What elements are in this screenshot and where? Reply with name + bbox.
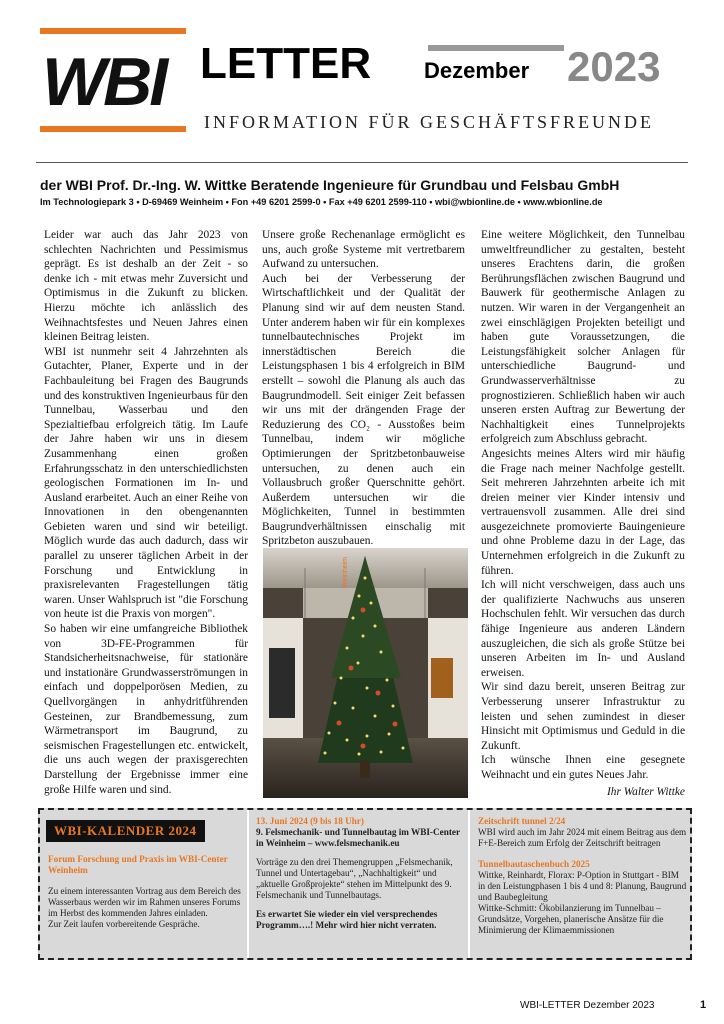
paragraph: Leider war auch das Jahr 2023 von schlechten Nachrichten und Pessimismus geprägt. Es ist deshalb an der Zeit - so denke ich - mit etwas mehr Zuversicht und Optimismus in die Zukunft zu blicken. Hierzu möchte ich anlässlich des Weihnachtsfestes und Neuen Jahres einen kleinen Beitrag leisten.	[44, 229, 248, 344]
paragraph: Eine weitere Möglichkeit, den Tunnelbau umweltfreundlicher zu gestalten, besteht unseres Erachtens darin, die großen Berührungsflächen zwischen Baugrund und Bauwerk für geothermische Anlagen zu nutzen. Wir waren in der Vergangenheit an zwei einschlägigen Projekten beteiligt und haben gute Voraussetzungen, die Leistungsfähigkeit solcher Anlagen für unterschiedliche Baugrund- und Grundwasserverhältnisse zu prognostizieren. Schließlich haben wir auch unseren ersten Auftrag zur Bewertung der Nachhaltigkeit eines Tunnelprojekts erfolgreich zum Abschluss gebracht.	[481, 229, 685, 446]
title-month: Dezember	[424, 58, 530, 83]
calendar-heading: Tunnelbautaschenbuch 2025	[478, 859, 590, 869]
calendar-heading: 9. Felsmechanik- und Tunnelbautag im WBI-Center in Weinheim – www.felsmechanik.eu	[256, 827, 460, 848]
calendar-text: WBI wird auch im Jahr 2024 mit einem Beitrag aus dem F+E-Bereich zum Erfolg der Zeitschrift beitragen	[478, 827, 687, 848]
calendar-text: Vorträge zu den drei Themengruppen „Felsmechanik, Tunnel und Untertagebau“, „Nachhaltigkeit“ und „aktuelle Großprojekte“ stehen im Mittelpunkt des 9. Felsmechanik und Tunnelbautags.	[256, 857, 453, 900]
article-column-1	[44, 228, 248, 797]
calendar-heading: Zeitschrift tunnel 2/24	[478, 816, 566, 826]
calendar-text: Wittke, Reinhardt, Florax: P-Option in Stuttgart - BIM in den Leistungphasen 1 bis 4 und 8: Planung, Baugrund und Baubegleitung	[478, 870, 687, 902]
signature: Ihr Walter Wittke	[606, 785, 685, 798]
christmas-tree-illustration	[263, 548, 468, 798]
year-rule	[428, 45, 564, 51]
calendar-heading: Forum Forschung und Praxis im WBI-Center Weinheim	[48, 854, 228, 875]
paragraph: Angesichts meines Alters wird mir häufig die Frage nach meiner Nachfolge gestellt. Seit mehreren Jahrzehnten arbeite ich mit dreien meiner vier Kinder intensiv und vertrauensvoll zusammen. Alle drei sind ausgezeichnete promovierte Bauingenieure und ohne Probleme dazu in der Lage, das Unternehmen erfolgreich in die Zukunft zu führen.	[481, 447, 685, 577]
calendar-text: Zur Zeit laufen vorbereitende Gespräche.	[48, 919, 200, 929]
footer-label: WBI-LETTER Dezember 2023	[520, 1000, 655, 1011]
logo-text: WBI	[42, 44, 166, 120]
calendar-box	[38, 808, 692, 960]
calendar-title: WBI-KALENDER 2024	[46, 820, 205, 842]
article-column-3	[481, 228, 685, 799]
christmas-tree-photo	[263, 548, 468, 798]
calendar-text: Zu einem interessanten Vortrag aus dem Bereich des Wasserbaus werden wir im Rahmen unseres Forums im Herbst des kommenden Jahres einladen.	[48, 886, 241, 918]
title-letter: LETTER	[200, 39, 372, 88]
paragraph: Ich wünsche Ihnen eine gesegnete Weihnacht und ein gutes Neues Jahr.	[481, 754, 685, 781]
paragraph: Ich will nicht verschweigen, dass auch uns der qualifizierte Nachwuchs aus unseren Hochschulen fehlt. Wir versuchen das durch fähige Ingenieure aus anderen Ländern auszugleichen, die sich als große Stütze bei unseren Arbeiten im In- und Ausland erweisen.	[481, 579, 685, 679]
calendar-column-1	[48, 854, 244, 930]
paragraph: Wir sind dazu bereit, unseren Beitrag zur Verbesserung unserer Infrastruktur zu leisten und sehen zumindest in dieser Hinsicht mit Optimismus und Geduld in die Zukunft.	[481, 681, 685, 752]
paragraph: So haben wir eine umfangreiche Bibliothek von 3D-FE-Programmen für Standsicherheitsnachweise, für stationäre und instationäre Grundwasserströmungen in einfach und doppelporösen Medien, zu Quellvorgängen in anhydritführenden Gesteinen, zur Brandbemessung, zum Wärmetransport im Baugrund, zu seismischen Fragestellungen etc. entwickelt, die uns auch wegen der praxisgerechten Darstellung der Ergebnisse immer eine große Hilfe waren und sind.	[44, 623, 248, 796]
calendar-text: Wittke-Schmitt: Ökobilanzierung im Tunnelbau – Grundsätze, Vorgehen, planerische Ansätze für die Minimierung der Klimaemmissionen	[478, 903, 664, 935]
paragraph: Unsere große Rechenanlage ermöglicht es uns, auch große Systeme mit vertretbarem Aufwand zu untersuchen.	[262, 229, 465, 271]
calendar-divider	[468, 810, 470, 958]
subtitle: INFORMATION FÜR GESCHÄFTSFREUNDE	[204, 112, 655, 132]
paragraph: WBI ist nunmehr seit 4 Jahrzehnten als Gutachter, Planer, Experte und in der Fachbauleitung bei Fragen des Baugrunds und des konstruktiven Ingenieurbaus für den Tunnelbau, Wasserbau und den Spezialtiefbau erfolgreich tätig. Im Laufe der Jahre haben wir uns in diesem Zusammenhang einen großen Erfahrungsschatz in den unterschiedlichsten geologischen Formationen im In- und Ausland erarbeitet. Auch an einer Reihe von Innovationen in den obengenannten Gebieten waren und sind wir beteiligt. Möglich wurde das auch dadurch, dass wir parallel zu unserer täglichen Arbeit in der Forschung und Entwicklung in praxisrelevanten Fragestellungen tätig waren. Unser Wahlspruch ist "die Forschung von heute ist die Praxis von morgen".	[44, 345, 248, 621]
wbi-logo	[40, 28, 190, 140]
calendar-divider	[247, 810, 249, 958]
title-year: 2023	[567, 43, 661, 90]
calendar-date: 13. Juni 2024 (9 bis 18 Uhr)	[256, 816, 364, 826]
company-address: Im Technologiepark 3 • D-69469 Weinheim • Fon +49 6201 2599-0 • Fax +49 6201 2599-110 • wbi@wbionline.de • www.wbionline.de	[40, 197, 603, 207]
calendar-column-3	[478, 816, 688, 936]
company-name: der WBI Prof. Dr.-Ing. W. Wittke Beratende Ingenieure für Grundbau und Felsbau GmbH	[40, 177, 620, 193]
logo-stripe-bottom	[40, 126, 186, 132]
logo-stripe-top	[40, 28, 186, 34]
page-number: 1	[700, 999, 707, 1011]
header-divider	[36, 162, 688, 163]
calendar-column-2	[256, 816, 462, 931]
photo-watermark: Weinheim	[342, 557, 349, 588]
paragraph: Auch bei der Verbesserung der Wirtschaftlichkeit und der Qualität der Planung sind wir auf dem neusten Stand. Unter anderem haben wir für ein komplexes tunnelbautechnisches Projekt im innerstädtischen Bereich die Leistungsphasen 1 bis 4 erfolgreich in BIM erstellt – sowohl die Planung als auch das Baugrundmodell. Seit einiger Zeit befassen wir uns mit der drängenden Frage der Reduzierung des CO₂ - Ausstoßes beim Tunnelbau, indem wir mögliche Optimierungen der Spritzbetonbauweise untersuchen, zu denen auch ein Vollausbruch großer Querschnitte gehört. Außerdem untersuchen wir die Möglichkeiten, Tunnel in bestimmten Baugrundverhältnissen einschalig mit Spritzbeton auszubauen.	[262, 272, 465, 548]
article-column-2	[262, 228, 465, 549]
calendar-text-bold: Es erwartet Sie wieder ein viel versprechendes Programm….! Mehr wird hier nicht verraten.	[256, 909, 438, 930]
